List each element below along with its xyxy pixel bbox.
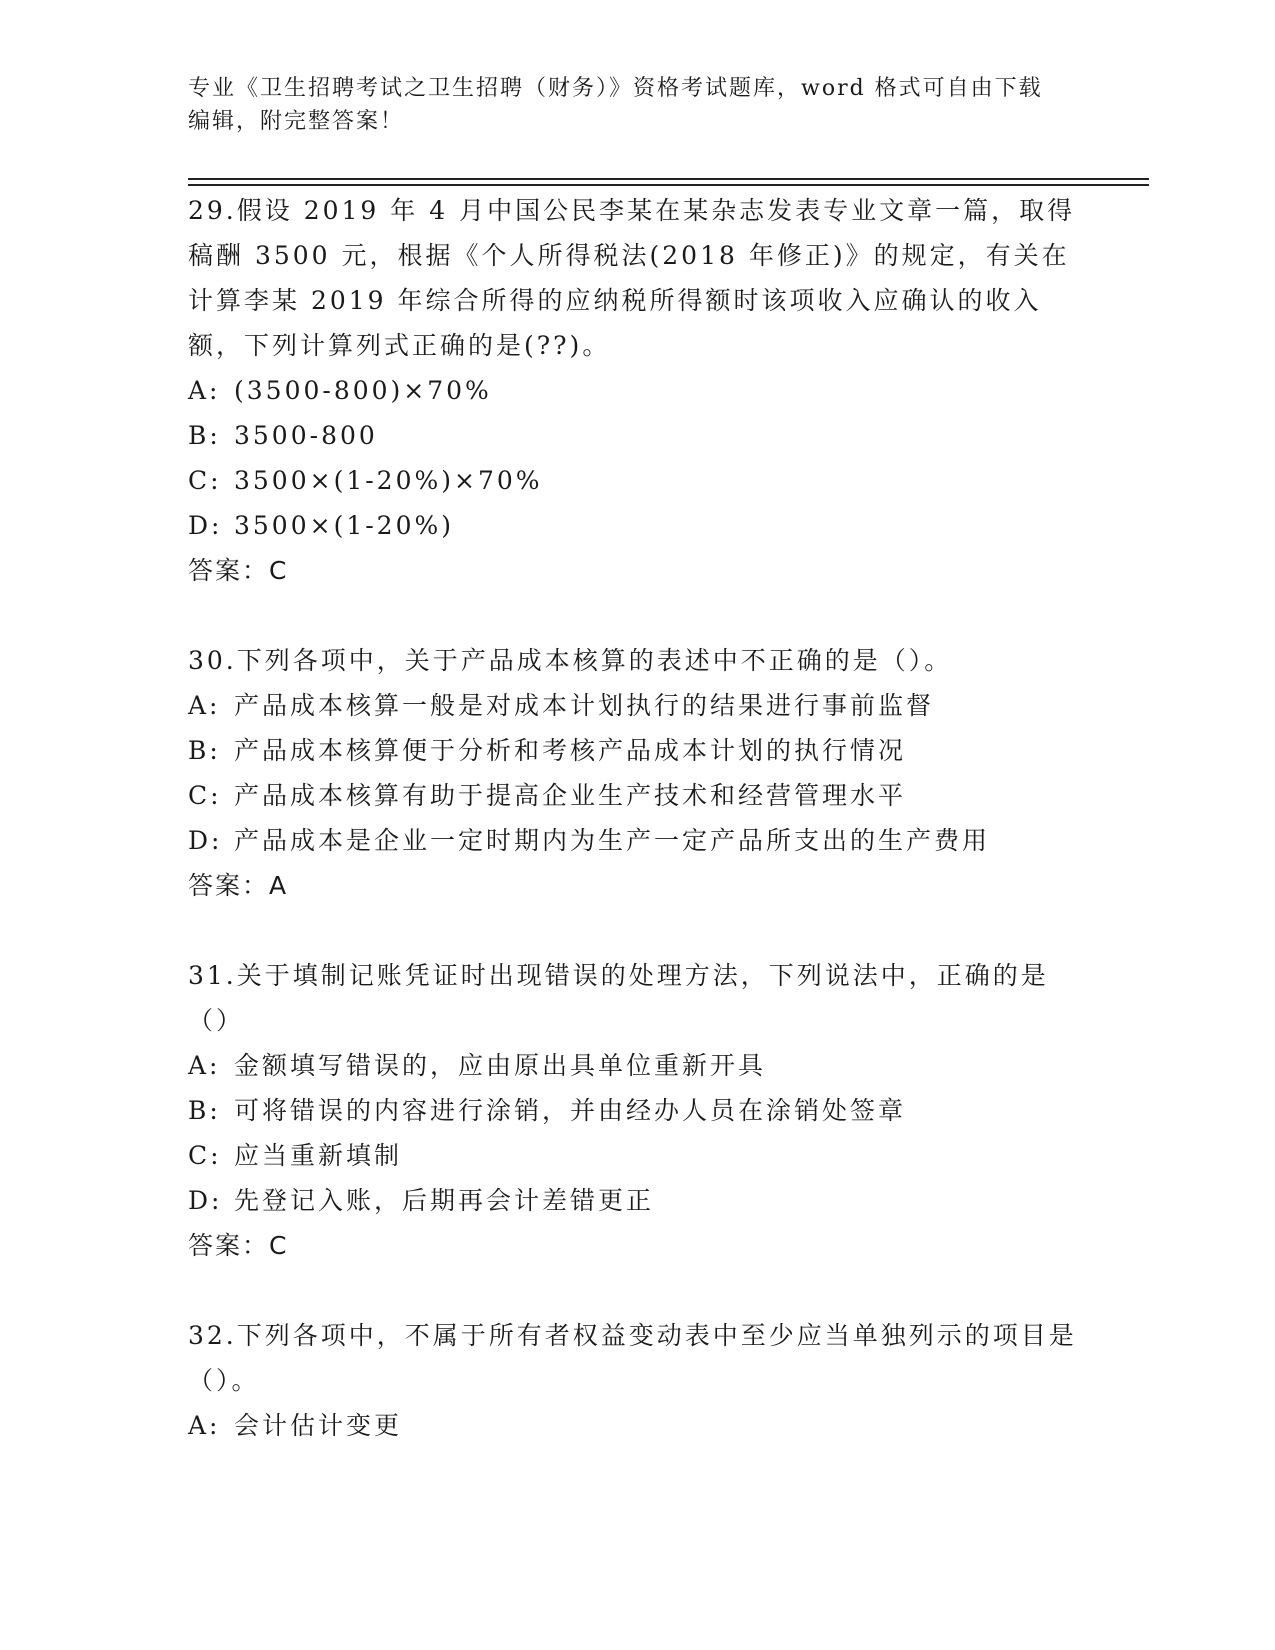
option-text: 产品成本核算一般是对成本计划执行的结果进行事前监督 [234,691,935,720]
option-key: A: [188,691,221,720]
option-key: A: [188,376,221,405]
option-key: B: [188,1096,221,1125]
option-key: C: [188,466,222,495]
option-c [188,1133,1088,1178]
option-text: 可将错误的内容进行涂销，并由经办人员在涂销处签章 [234,1096,907,1125]
option-key: D: [188,511,223,540]
answer: 答案：A [188,871,289,900]
header-divider-bottom [188,184,1149,186]
option-text: 3500×(1-20%)×70% [234,466,543,495]
answer: 答案：C [188,1231,289,1260]
option-text: 产品成本是企业一定时期内为生产一定产品所支出的生产费用 [234,826,991,855]
question-text: 31.关于填制记账凭证时出现错误的处理方法，下列说法中，正确的是（） [188,961,1049,1035]
answer: 答案：C [188,556,289,585]
option-text: 产品成本核算有助于提高企业生产技术和经营管理水平 [234,781,907,810]
option-key: C: [188,781,222,810]
option-a [188,683,1088,728]
option-key: D: [188,1186,223,1215]
header-divider-top [188,178,1149,180]
option-text: 应当重新填制 [234,1141,403,1170]
option-text: 先登记入账，后期再会计差错更正 [234,1186,655,1215]
question-text: 29.假设 2019 年 4 月中国公民李某在某杂志发表专业文章一篇，取得稿酬 3500 元，根据《个人所得税法(2018 年修正)》的规定，有关在计算李某 2019 年综合所得的应纳税所得额时该项收入应确认的收入额，下列计算列式正确的是(??)。 [188,196,1076,360]
option-b [188,728,1088,773]
question-29 [188,188,1088,593]
question-32 [188,1313,1088,1448]
option-key: A: [188,1051,221,1080]
option-c [188,458,1088,503]
option-key: B: [188,421,221,450]
option-key: D: [188,826,223,855]
option-text: 3500-800 [234,421,378,450]
option-b [188,1088,1088,1133]
option-key: C: [188,1141,222,1170]
option-d [188,503,1088,548]
option-d [188,818,1088,863]
question-list [188,188,1088,1493]
option-b [188,413,1088,458]
option-c [188,773,1088,818]
question-31 [188,953,1088,1268]
option-a [188,1403,1088,1448]
option-d [188,1178,1088,1223]
option-key: A: [188,1411,221,1440]
question-text: 30.下列各项中，关于产品成本核算的表述中不正确的是（）。 [188,646,953,675]
option-a [188,1043,1088,1088]
option-text: 会计估计变更 [234,1411,403,1440]
question-30 [188,638,1088,908]
option-text: 金额填写错误的，应由原出具单位重新开具 [234,1051,767,1080]
option-text: 3500×(1-20%) [234,511,454,540]
option-key: B: [188,736,221,765]
option-a [188,368,1088,413]
question-text: 32.下列各项中，不属于所有者权益变动表中至少应当单独列示的项目是（）。 [188,1321,1077,1395]
page-header [188,72,1088,138]
header-line-2: 编辑，附完整答案！ [188,109,405,134]
header-line-1: 专业《卫生招聘考试之卫生招聘（财务）》资格考试题库，word 格式可自由下载 [188,76,1043,101]
option-text: 产品成本核算便于分析和考核产品成本计划的执行情况 [234,736,907,765]
option-text: (3500-800)×70% [234,376,492,405]
